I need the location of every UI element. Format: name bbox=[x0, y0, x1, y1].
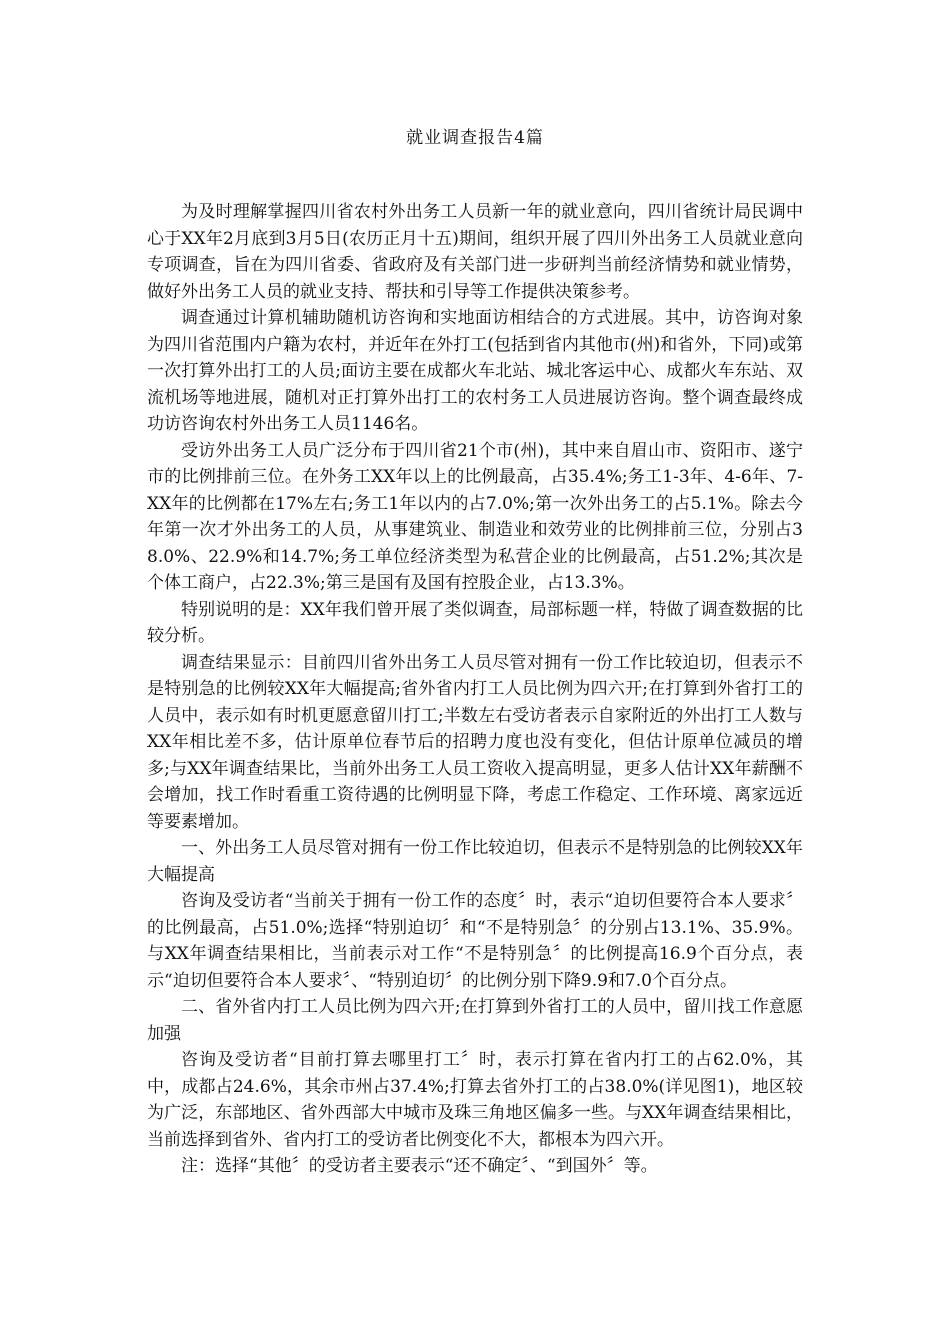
paragraph-results-summary: 调查结果显示：目前四川省外出务工人员尽管对拥有一份工作比较迫切，但表示不是特别急的比例较XX年大幅提高;省外省内打工人员比例为四六开;在打算到外省打工的人员中，表示如有时机更愿意留川打工;半数左右受访者表示自家附近的外出打工人数与XX年相比差不多，估计原单位春节后的招聘力度也没有变化，但估计原单位减员的增多;与XX年调查结果比，当前外出务工人员工资收入提高明显，更多人估计XX年薪酬不会增加，找工作时看重工资待遇的比例明显下降，考虑工作稳定、工作环境、离家远近等要素增加。 bbox=[147, 652, 803, 832]
document-body bbox=[147, 199, 803, 1180]
document-title: 就业调查报告4篇 bbox=[406, 128, 544, 148]
paragraph-method: 调查通过计算机辅助随机访咨询和实地面访相结合的方式进展。其中，访咨询对象为四川省范围内户籍为农村，并近年在外打工(包括到省内其他市(州)和省外，下同)或第一次打算外出打工的人员;面访主要在成都火车北站、城北客运中心、成都火车东站、双流机场等地进展，随机对正打算外出打工的农村务工人员进展访咨询。整个调查最终成功访咨询农村外出务工人员1146名。 bbox=[147, 308, 803, 434]
section-heading-1: 一、外出务工人员尽管对拥有一份工作比较迫切，但表示不是特别急的比例较XX年大幅提高 bbox=[147, 838, 803, 885]
section-heading-2: 二、省外省内打工人员比例为四六开;在打算到外省打工的人员中，留川找工作意愿加强 bbox=[147, 997, 803, 1044]
paragraph-section-1: 咨询及受访者“当前关于拥有一份工作的态度〞时，表示“迫切但要符合本人要求〞的比例最高，占51.0%;选择“特别迫切〞和“不是特别急〞的分别占13.1%、35.9%。与XX年调查结果相比，当前表示对工作“不是特别急〞的比例提高16.9个百分点，表示“迫切但要符合本人要求〞、“特别迫切〞的比例分别下降9.9和7.0个百分点。 bbox=[147, 891, 803, 991]
paragraph-footnote: 注：选择“其他〞的受访者主要表示“还不确定〞、“到国外〞等。 bbox=[181, 1156, 658, 1176]
paragraph-respondents: 受访外出务工人员广泛分布于四川省21个市(州)，其中来自眉山市、资阳市、遂宁市的比例排前三位。在外务工XX年以上的比例最高，占35.4%;务工1-3年、4-6年、7-XX年的比例都在17%左右;务工1年以内的占7.0%;第一次外出务工的占5.1%。除去今年第一次才外出务工的人员，从事建筑业、制造业和效劳业的比例排前三位，分别占38.0%、22.9%和14.7%;务工单位经济类型为私营企业的比例最高，占51.2%;其次是个体工商户，占22.3%;第三是国有及国有控股企业，占13.3%。 bbox=[147, 440, 803, 593]
paragraph-section-2: 咨询及受访者“目前打算去哪里打工〞时，表示打算在省内打工的占62.0%，其中，成都占24.6%，其余市州占37.4%;打算去省外打工的占38.0%(详见图1)，地区较为广泛，东部地区、省外西部大中城市及珠三角地区偏多一些。与XX年调查结果相比，当前选择到省外、省内打工的受访者比例变化不大，都根本为四六开。 bbox=[147, 1050, 803, 1150]
paragraph-note-comparison: 特别说明的是：XX年我们曾开展了类似调查，局部标题一样，特做了调查数据的比较分析。 bbox=[147, 599, 803, 646]
paragraph-intro: 为及时理解掌握四川省农村外出务工人员新一年的就业意向，四川省统计局民调中心于XX年2月底到3月5日(农历正月十五)期间，组织开展了四川外出务工人员就业意向专项调查，旨在为四川省委、省政府及有关部门进一步研判当前经济情势和就业情势，做好外出务工人员的就业支持、帮扶和引导等工作提供决策参考。 bbox=[147, 202, 803, 302]
